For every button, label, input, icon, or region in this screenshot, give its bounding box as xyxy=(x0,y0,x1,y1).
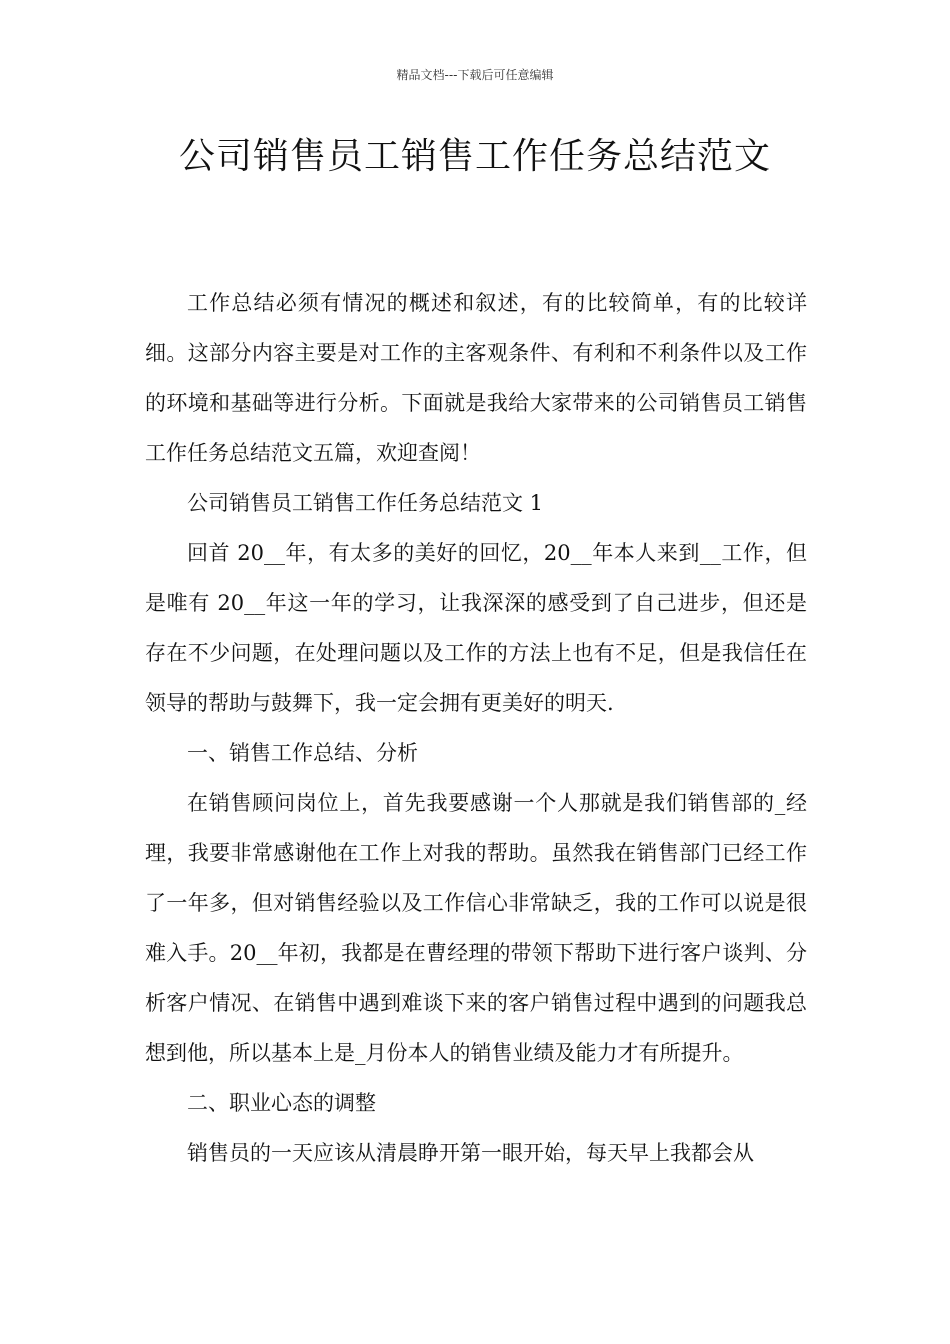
document-body xyxy=(145,278,807,1178)
header-note: 精品文档---下载后可任意编辑 xyxy=(396,68,554,82)
paragraph-review: 回首 20__年，有太多的美好的回忆，20__年本人来到__工作，但是唯有 20__年这一年的学习，让我深深的感受到了自己进步，但还是存在不少问题，在处理问题以及工作的方法上也有不足，但是我信任在领导的帮助与鼓舞下，我一定会拥有更美好的明天. xyxy=(145,541,807,715)
paragraph-daily-routine: 销售员的一天应该从清晨睁开第一眼开始，每天早上我都会从 xyxy=(187,1141,754,1165)
section-heading-article-1: 公司销售员工销售工作任务总结范文 1 xyxy=(187,491,544,515)
section-heading-sales-summary: 一、销售工作总结、分析 xyxy=(187,741,418,765)
paragraph-sales-consultant: 在销售顾问岗位上，首先我要感谢一个人那就是我们销售部的_经理，我要非常感谢他在工作上对我的帮助。虽然我在销售部门已经工作了一年多，但对销售经验以及工作信心非常缺乏，我的工作可以说是很难入手。20__年初，我都是在曹经理的带领下帮助下进行客户谈判、分析客户情况、在销售中遇到难谈下来的客户销售过程中遇到的问题我总想到他，所以基本上是_月份本人的销售业绩及能力才有所提升。 xyxy=(145,791,807,1065)
paragraph-intro: 工作总结必须有情况的概述和叙述，有的比较简单，有的比较详细。这部分内容主要是对工作的主客观条件、有利和不利条件以及工作的环境和基础等进行分析。下面就是我给大家带来的公司销售员工销售工作任务总结范文五篇，欢迎查阅！ xyxy=(145,291,807,465)
page-title: 公司销售员工销售工作任务总结范文 xyxy=(178,136,771,177)
section-heading-mindset: 二、职业心态的调整 xyxy=(187,1091,376,1115)
